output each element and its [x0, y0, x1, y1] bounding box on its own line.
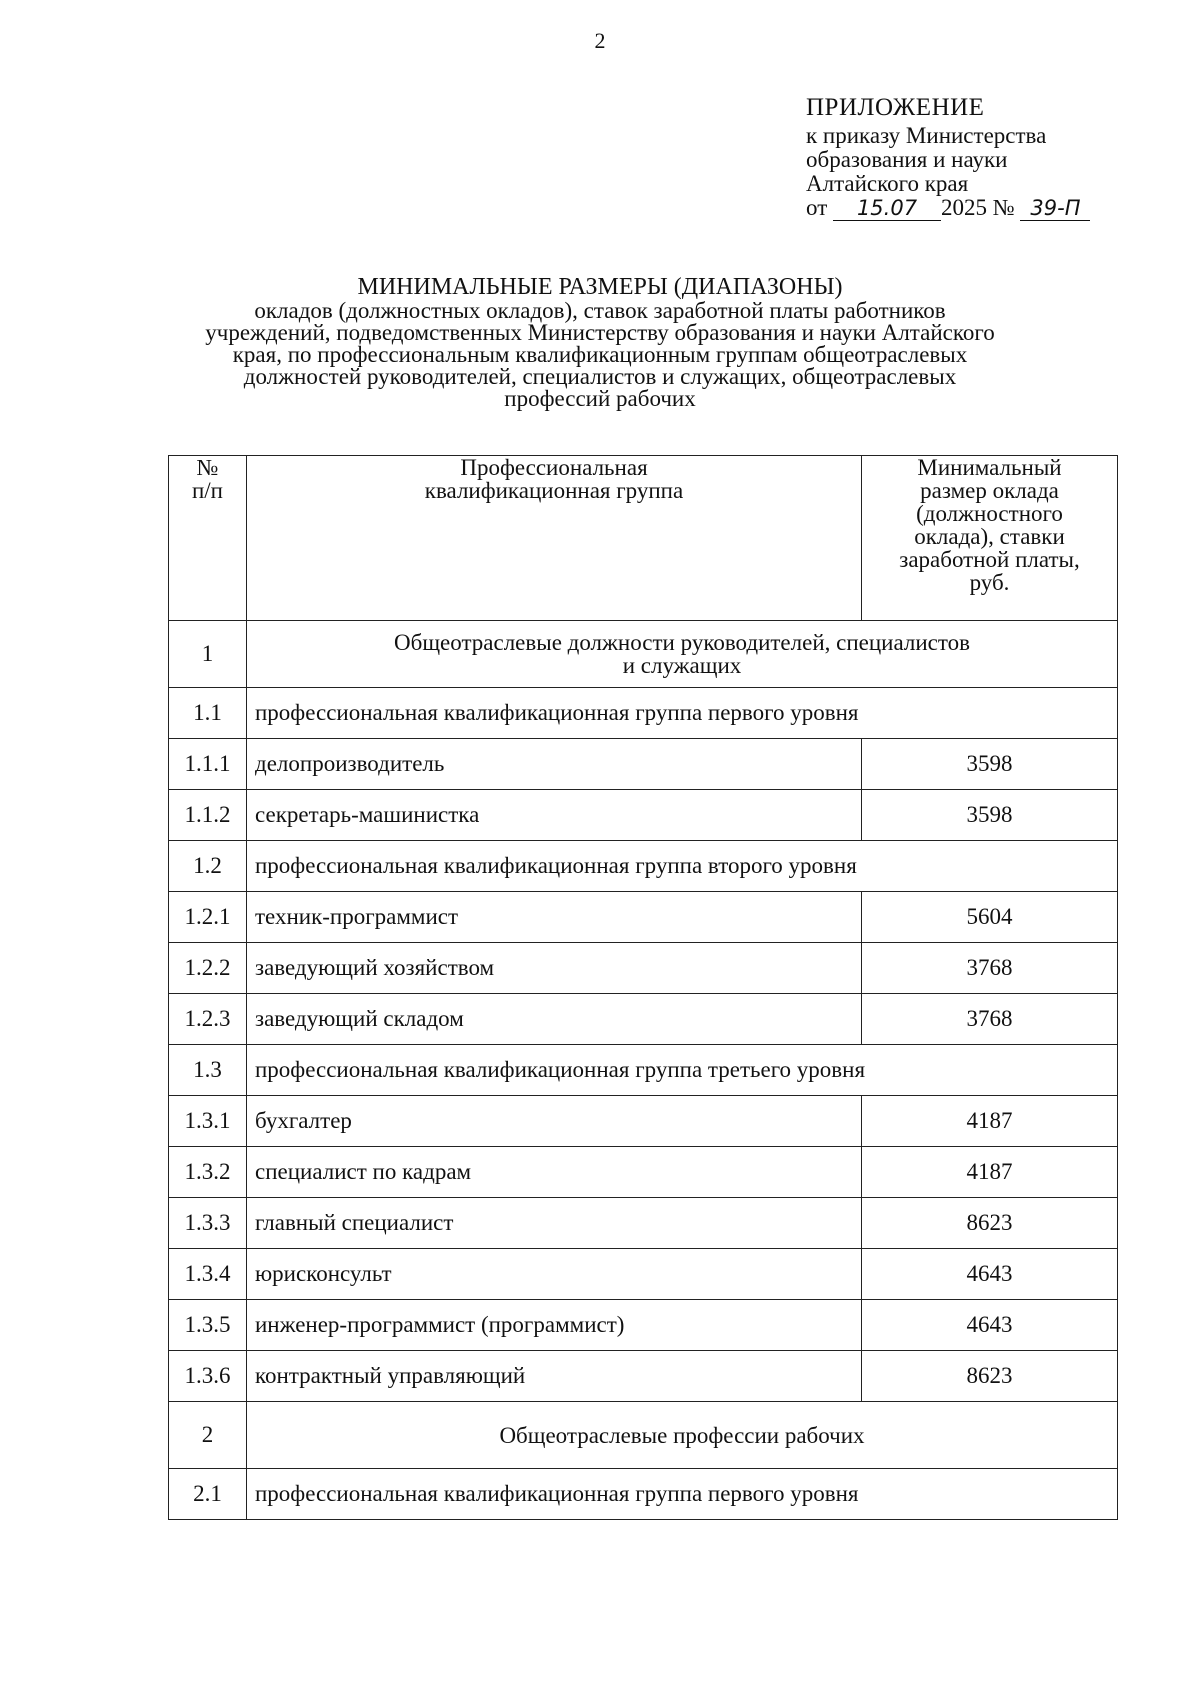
title-line: профессий рабочих — [504, 386, 696, 411]
min-salary-value: 4187 — [862, 1096, 1118, 1147]
min-salary-value: 3598 — [862, 790, 1118, 841]
min-salary-value: 4643 — [862, 1300, 1118, 1351]
row-number: 1.1.1 — [169, 739, 247, 790]
appendix-line: к приказу Министерства — [806, 123, 1047, 148]
section-title-line: Общеотраслевые профессии рабочих — [499, 1422, 865, 1448]
position-name: заведующий хозяйством — [247, 943, 862, 994]
header-number-line: № — [196, 455, 219, 480]
row-number: 1.2.1 — [169, 892, 247, 943]
position-name: делопроизводитель — [247, 739, 862, 790]
row-number: 1.3.4 — [169, 1249, 247, 1300]
position-name: заведующий складом — [247, 994, 862, 1045]
order-year: 2025 № — [941, 195, 1015, 220]
table-row — [169, 1096, 1118, 1147]
group-name: профессиональная квалификационная группа первого уровня — [247, 1469, 1118, 1520]
position-name: главный специалист — [247, 1198, 862, 1249]
position-name: бухгалтер — [247, 1096, 862, 1147]
min-salary-value: 8623 — [862, 1198, 1118, 1249]
position-name: секретарь-машинистка — [247, 790, 862, 841]
date-prefix: от — [806, 195, 828, 220]
row-number: 2.1 — [169, 1469, 247, 1520]
min-salary-value: 3768 — [862, 994, 1118, 1045]
row-number: 1.3.1 — [169, 1096, 247, 1147]
section-row — [169, 621, 1118, 688]
row-number: 1.2 — [169, 841, 247, 892]
row-number: 1.2.2 — [169, 943, 247, 994]
appendix-line: образования и науки — [806, 147, 1008, 172]
header-salary-line: Минимальный — [917, 455, 1062, 480]
title-line: учреждений, подведомственных Министерству образования и науки Алтайского — [205, 320, 995, 345]
group-name: профессиональная квалификационная группа первого уровня — [247, 688, 1118, 739]
section-row — [169, 1402, 1118, 1469]
table-row — [169, 892, 1118, 943]
position-name: контрактный управляющий — [247, 1351, 862, 1402]
group-row — [169, 1045, 1118, 1096]
header-min-salary — [862, 456, 1118, 621]
header-salary-line: руб. — [969, 570, 1010, 595]
header-group-line: квалификационная группа — [424, 478, 684, 503]
handwritten-date: 15.07 — [833, 196, 941, 221]
title-line: должностей руководителей, специалистов и служащих, общеотраслевых — [243, 364, 957, 389]
order-date-line — [806, 196, 1090, 221]
row-number: 1 — [169, 621, 247, 688]
row-number: 1.3.6 — [169, 1351, 247, 1402]
header-salary-line: заработной платы, — [899, 547, 1080, 572]
group-name: профессиональная квалификационная группа второго уровня — [247, 841, 1118, 892]
header-number — [169, 456, 247, 621]
table-row — [169, 739, 1118, 790]
table-header-row — [169, 456, 1118, 621]
header-group — [247, 456, 862, 621]
position-name: техник-программист — [247, 892, 862, 943]
appendix-block — [806, 96, 1090, 221]
table-row — [169, 943, 1118, 994]
title-main: МИНИМАЛЬНЫЕ РАЗМЕРЫ (ДИАПАЗОНЫ) — [357, 274, 843, 300]
group-row — [169, 688, 1118, 739]
row-number: 1.1 — [169, 688, 247, 739]
section-title-line: Общеотраслевые должности руководителей, специалистов — [394, 630, 970, 655]
header-number-line: п/п — [191, 478, 223, 503]
row-number: 2 — [169, 1402, 247, 1469]
table-row — [169, 1300, 1118, 1351]
row-number: 1.3.3 — [169, 1198, 247, 1249]
table-row — [169, 1351, 1118, 1402]
min-salary-value: 4187 — [862, 1147, 1118, 1198]
row-number: 1.3.2 — [169, 1147, 247, 1198]
row-number: 1.3 — [169, 1045, 247, 1096]
table-row — [169, 1147, 1118, 1198]
title-line: окладов (должностных окладов), ставок заработной платы работников — [254, 298, 946, 323]
section-title — [247, 1402, 1118, 1469]
header-salary-line: (должностного — [916, 501, 1063, 526]
min-salary-value: 5604 — [862, 892, 1118, 943]
position-name: специалист по кадрам — [247, 1147, 862, 1198]
min-salary-value: 3768 — [862, 943, 1118, 994]
min-salary-value: 8623 — [862, 1351, 1118, 1402]
handwritten-order-number: 39-П — [1020, 196, 1090, 221]
position-name: юрисконсульт — [247, 1249, 862, 1300]
appendix-heading: ПРИЛОЖЕНИЕ — [806, 94, 985, 121]
group-row — [169, 841, 1118, 892]
row-number: 1.1.2 — [169, 790, 247, 841]
table-row — [169, 1249, 1118, 1300]
table-row — [169, 994, 1118, 1045]
salary-table — [168, 455, 1118, 1520]
document-title — [140, 276, 1060, 410]
position-name: инженер-программист (программист) — [247, 1300, 862, 1351]
table-body — [169, 621, 1118, 1520]
appendix-line: Алтайского края — [806, 171, 969, 196]
header-salary-line: размер оклада — [920, 478, 1059, 503]
page-number: 2 — [594, 28, 606, 53]
group-name: профессиональная квалификационная группа третьего уровня — [247, 1045, 1118, 1096]
table-row — [169, 790, 1118, 841]
group-row — [169, 1469, 1118, 1520]
min-salary-value: 3598 — [862, 739, 1118, 790]
row-number: 1.2.3 — [169, 994, 247, 1045]
table-row — [169, 1198, 1118, 1249]
min-salary-value: 4643 — [862, 1249, 1118, 1300]
header-group-line: Профессиональная — [460, 455, 648, 480]
row-number: 1.3.5 — [169, 1300, 247, 1351]
title-line: края, по профессиональным квалификационным группам общеотраслевых — [232, 342, 968, 367]
section-title — [247, 621, 1118, 688]
header-salary-line: оклада), ставки — [914, 524, 1065, 549]
section-title-line: и служащих — [622, 653, 742, 678]
